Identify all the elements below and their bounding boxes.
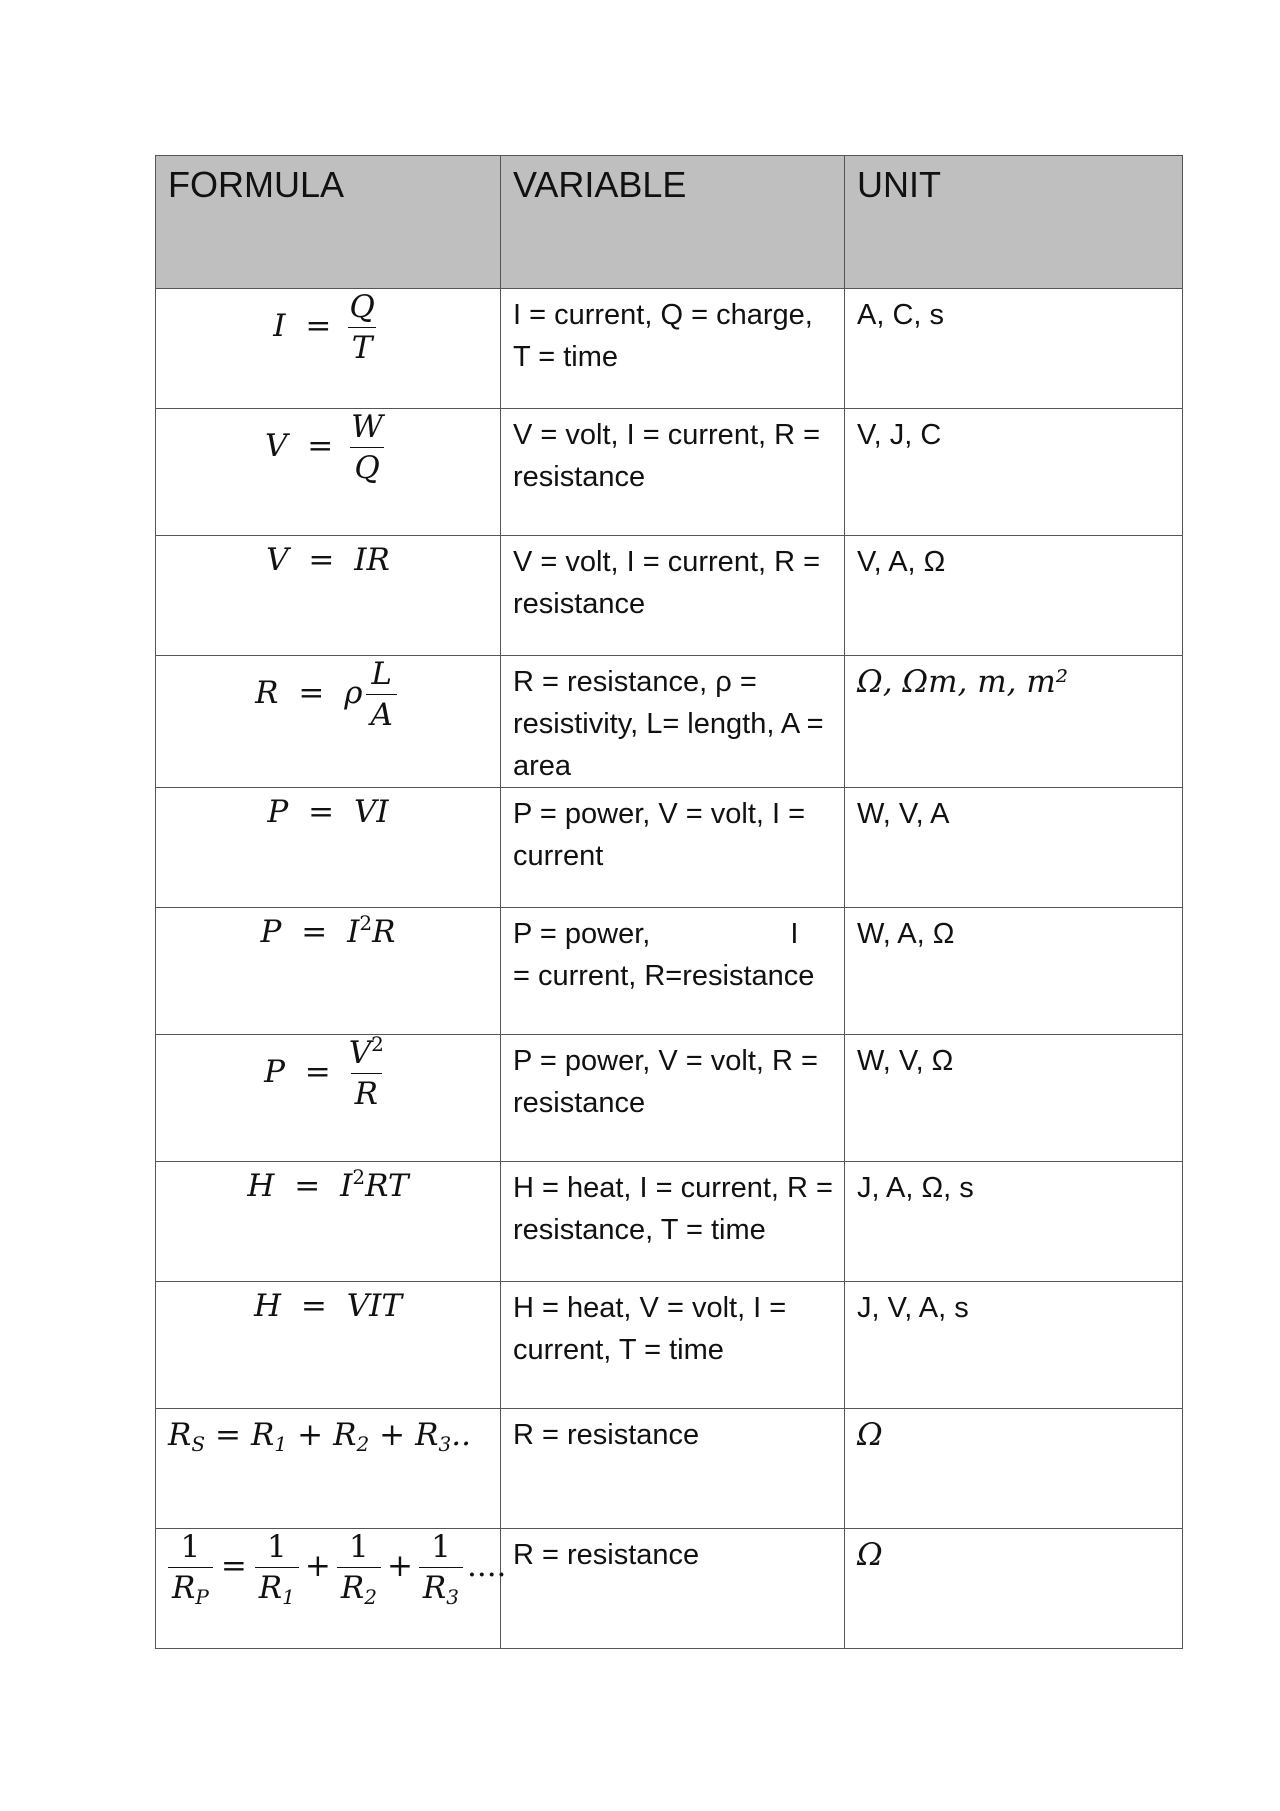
- variable-cell: V = volt, I = current, R = resistance: [501, 409, 845, 536]
- unit-cell: Ω, Ωm, m, m²: [845, 656, 1183, 788]
- formula-ohms-law: V = IR: [266, 542, 390, 578]
- header-formula: FORMULA: [156, 156, 501, 289]
- unit-cell: W, V, A: [845, 788, 1183, 908]
- formula-cell: [156, 536, 501, 656]
- table-row: [156, 536, 1183, 656]
- table-row: [156, 409, 1183, 536]
- formula-current: I = $\frac{Q}{T}$: [273, 289, 375, 366]
- unit-cell: J, V, A, s: [845, 1282, 1183, 1409]
- unit-cell: Ω: [845, 1409, 1183, 1529]
- variable-cell: R = resistance: [501, 1409, 845, 1529]
- formula-cell: [156, 1282, 501, 1409]
- variable-text: P = power,: [513, 918, 651, 950]
- header-row: [156, 156, 1183, 289]
- unit-cell: V, A, Ω: [845, 536, 1183, 656]
- formula-power-i2r: $P = I^2R$: [260, 911, 396, 950]
- variable-cell: H = heat, I = current, R = resistance, T = time: [501, 1162, 845, 1282]
- formula-cell: [156, 289, 501, 409]
- formula-power-v2r: P = $\frac{V^2}{R}$: [264, 1032, 384, 1112]
- table-row: [156, 1282, 1183, 1409]
- unit-cell: W, V, Ω: [845, 1035, 1183, 1162]
- formula-parallel-resistance: $\frac{1}{R_P}$ = $\frac{1}{R_1}$ + $\frac{1}{R_2}$ + $\frac{1}{R_3}$ ....: [164, 1529, 506, 1606]
- unit-cell: V, J, C: [845, 409, 1183, 536]
- unit-cell: Ω: [845, 1529, 1183, 1649]
- unit-cell: A, C, s: [845, 289, 1183, 409]
- variable-text-rest: = current, R=resistance: [513, 960, 815, 992]
- table-row: [156, 788, 1183, 908]
- formula-power-vi: P = VI: [267, 794, 389, 830]
- formula-cell: [156, 409, 501, 536]
- table-row: [156, 656, 1183, 788]
- table-row: [156, 1035, 1183, 1162]
- formula-cell: [156, 1162, 501, 1282]
- variable-cell: H = heat, V = volt, I = current, T = time: [501, 1282, 845, 1409]
- variable-text-i: I: [790, 918, 799, 950]
- table-row: [156, 1529, 1183, 1649]
- header-variable: VARIABLE: [501, 156, 845, 289]
- unit-cell: J, A, Ω, s: [845, 1162, 1183, 1282]
- formula-cell: [156, 1032, 501, 1162]
- formula-resistivity: R = ρ $\frac{L}{A}$: [255, 656, 401, 733]
- table-row: [156, 908, 1183, 1035]
- formula-series-resistance: $R_S = R_1 + R_2 + R_3$..: [168, 1417, 471, 1456]
- variable-cell: R = resistance, ρ = resistivity, L= length, A = area: [501, 656, 845, 788]
- variable-cell: [501, 908, 845, 1035]
- formula-cell: [156, 656, 501, 788]
- table-row: [156, 289, 1183, 409]
- table-row: [156, 1162, 1183, 1282]
- formula-cell: [156, 908, 501, 1035]
- formula-voltage-work: V = $\frac{W}{Q}$: [264, 409, 384, 486]
- variable-cell: I = current, Q = charge, T = time: [501, 289, 845, 409]
- formula-cell: [156, 1529, 507, 1649]
- unit-cell: W, A, Ω: [845, 908, 1183, 1035]
- formula-table: [155, 155, 1183, 1649]
- formula-cell: [156, 788, 501, 908]
- table-row: [156, 1409, 1183, 1529]
- formula-heat-i2rt: $H = I^2RT$: [247, 1165, 409, 1204]
- variable-cell: P = power, V = volt, R = resistance: [501, 1035, 845, 1162]
- variable-cell: V = volt, I = current, R = resistance: [501, 536, 845, 656]
- header-unit: UNIT: [845, 156, 1183, 289]
- variable-cell: P = power, V = volt, I = current: [501, 788, 845, 908]
- variable-cell: R = resistance: [501, 1529, 845, 1649]
- formula-heat-vit: H = VIT: [253, 1288, 403, 1324]
- formula-cell: [156, 1409, 501, 1529]
